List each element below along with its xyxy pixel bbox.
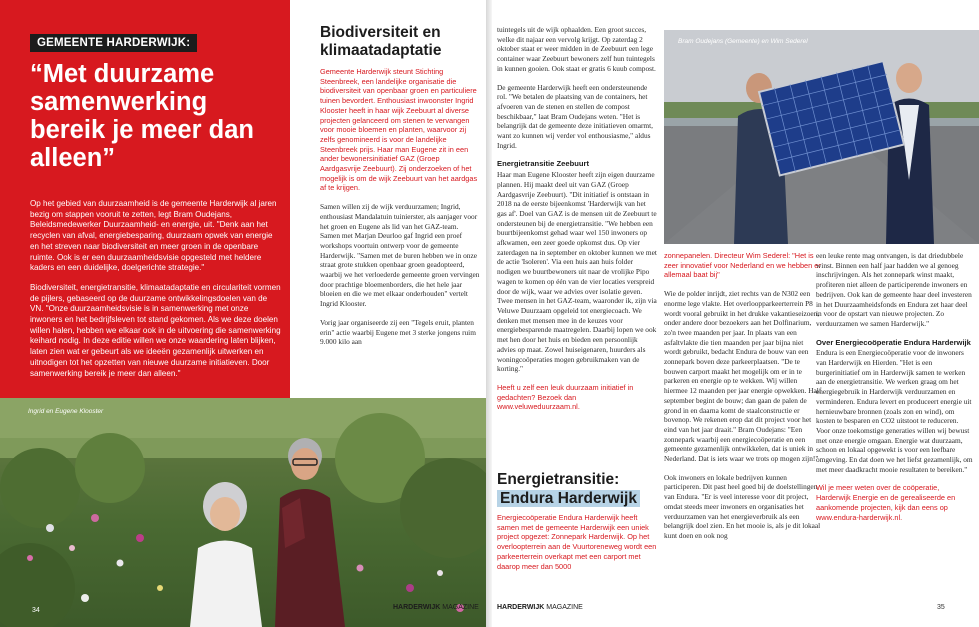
section-title-line: Energietransitie:	[497, 471, 620, 488]
lead-continuation: zonnepanelen. Directeur Wim Sederel: "Het is zeer innovatief voor Nederland en we hebben er allemaal baat bij"	[664, 251, 821, 280]
photo-caption: Ingrid en Eugene Klooster	[28, 408, 104, 415]
section-title-highlight: Endura Harderwijk	[497, 490, 640, 507]
intro-paragraph: Biodiversiteit, energietransitie, klimaatadaptatie en circulariteit vormen de pijlers, gebaseerd op de duurzame ontwikkelingsdoelen van de VN. "Onze duurzaamheidsvisie is in samenwerking met onze inwoners en het bedrijfsleven tot stand gekomen. Als we deze doelen willen halen, hebben we elkaar ook in de uitvoering die samenwerking keihard nodig. In deze editie willen we onze waardering laten blijken, laten zien wat er gebeurt als we ideeën gezamenlijk uitwerken en uitnodigen tot het opzetten van nieuwe duurzame initiatieven. Door samenwerking bereik je meer dan alleen."	[30, 282, 281, 378]
body-paragraph: een leuke rente mag ontvangen, is dat driedubbele winst. Binnen een half jaar hadden we al genoeg inschrijvingen. Als het zonnepark winst maakt, profiteren niet alleen de participerende inwoners en bedrijven. Ook kan de gemeente haar deel investeren in het Duurzaamheidsfonds en Endura zet haar deel in voor de opstart van nieuwe projecten. Zo verduurzamen we samen Harderwijk."	[816, 251, 972, 328]
photo-caption: Bram Oudejans (Gemeente) en Wim Sederel	[678, 38, 808, 45]
page-number: 34	[32, 607, 40, 614]
body-paragraph: tuintegels uit de wijk ophaalden. Een groot succes, welke dit najaar een vervolg krijgt. Op zaterdag 2 oktober staat er weer midden in de Zeebuurt een lege container waar Zeebuurt bewoners zelf hun tuintegels in kunnen gooien. Ook staat er gratis 6 kuub compost.	[497, 25, 656, 73]
lead-paragraph: Gemeente Harderwijk steunt Stichting Steenbreek, een landelijke organisatie die biodiversiteit van openbaar groen en particuliere tuinen bevordert. Enthousiast inwoonster Ingrid Klooster heeft in haar wijk Zeebuurt al diverse projecten gelanceerd om stenen te vervangen voor mooie bloemen en planten, waarvoor zij zelfs genomineerd is voor de landelijke Steenbreek prijs. Haar man Eugene zit in een ander bewonersinitiatief GAZ (Groep Aardgasvrije Zeebuurt). Zij onderzoeken of het mogelijk is om de wijk Zeebuurt van het aardgas af te krijgen.	[320, 67, 478, 193]
body-paragraph: Ook inwoners en lokale bedrijven kunnen participeren. Dit past heel goed bij de doelstellingen van Endura. "Er is veel interesse voor dit project, omdat steeds meer inwoners en organisaties het verduurzamen van het energieverbruik als een belangrijk doel zien. En het mooie is, als je dit lokaal kunt doen en ook nog	[664, 472, 821, 540]
garden-photo	[0, 398, 486, 627]
footer-brand-light: MAGAZINE	[442, 604, 479, 611]
body-paragraph: De gemeente Harderwijk heeft een ondersteunende rol. "We betalen de plaatsing van de containers, het afvoeren van de stenen en stellen de compost beschikbaar," laat Bram Oudejans weten. "Het is belangrijk dat de gemeente deze initiatieven omarmt, want zo kunnen wij verder vol enthousiasme," aldus Ingrid.	[497, 82, 653, 150]
footer-magazine-logo	[393, 604, 479, 611]
section-tag: GEMEENTE HARDERWIJK:	[30, 34, 197, 52]
subheading-zeebuurt: Energietransitie Zeebuurt	[497, 159, 589, 169]
section-title-biodiversiteit: Biodiversiteit en klimaatadaptatie	[320, 24, 442, 59]
intro-paragraph: Op het gebied van duurzaamheid is de gemeente Harderwijk al jaren bezig om stappen vooruit te zetten, legt Bram Oudejans, Beleidsmedewerker Duurzaamheid- en energie, uit. "Denk aan het recyclen van afval, energiebesparing, duurzaam opwek van energie en het streven naar biodiversiteit en meer groen in de openbare ruimte. Ook is er een duurzaamheidsvisie opgesteld met heldere kaders en een duidelijke, doelgerichte strategie."	[30, 199, 277, 273]
subheading-endura: Over Energiecoöperatie Endura Harderwijk	[816, 337, 971, 347]
garden-photo-illustration	[0, 398, 486, 627]
body-paragraph: Vorig jaar organiseerde zij een "Tegels eruit, planten erin" actie waarbij Eugene met 3 sterke jongens ruim 9.000 kilo aan	[320, 317, 476, 347]
solar-photo-illustration	[664, 30, 979, 244]
column-2-lead	[497, 513, 657, 580]
intro-text	[30, 199, 282, 388]
section-title-energietransitie	[497, 470, 667, 508]
body-paragraph: Wie de polder inrijdt, ziet rechts van de N302 een enorme lege vlakte. Het overloopparkeerterrein P8 wordt vooral gebruikt in het drukke vakantieseizoen, onder andere door bezoekers aan het Dolfinarium, zo'n twee maanden per jaar. In plaats van een asfaltvlakte die tien maanden per jaar bijna niet wordt gebruikt, bedacht Endura de bouw van een zonnepark boven deze parkeerplaatsen. "De te bouwen carport maakt het mogelijk om er in te parkeren en energie op te wekken. Wij willen hiermee 12 maanden per jaar energie opwekken. Half september begint de bouw; dan gaan de palen de grond in en daarna komt de staalconstructie er bovenop. We rekenen erop dat dit project voor het eind van het jaar draait." Bram Oudejans: "Een zonnepark waarbij een energiecoöperatie en een gemeente gezamenlijk ontwikkelen, dat is uniek in Nederland. Dat is iets waar we trots op mogen zijn!"	[664, 289, 822, 464]
column-1	[320, 67, 480, 356]
column-4	[816, 251, 974, 531]
footer-brand-bold: HARDERWIJK	[393, 604, 441, 611]
footer-brand-light: MAGAZINE	[546, 604, 583, 611]
body-paragraph: Haar man Eugene Klooster heeft zijn eigen duurzame plannen. Hij maakt deel uit van GAZ (Groep Aardgasvrije Zeebuurt). "Dit initiatief is ontstaan in 2018 na de eerste bijeenkomst 'Harderwijk van het gas af'. Doel van GAZ is de mensen uit de Zeebuurt te ondersteunen bij de energietransitie. "We hebben een buurtbijeenkomst gehad waar wel 150 inwoners op afkwamen, een zeer goede opkomst dus. Op vier zaterdagen na in september en oktober kunnen we met de actie 'Isoleren'. Via een huis aan huis folder nodigen we buurtbewoners uit naar de vrolijke Pipo wagen te komen op één van de vier locaties verspreid door de wijk, waar we advies over isolatie geven. Twee mensen in het GAZ-team, waaronder ik, zijn via Veluwe Duurzaam opgeleid tot energiecoach. We denken met mensen mee in de keuzes voor energiebesparende maatregelen. Daarbij lopen we ook met hen door het huis en bieden een persoonlijk advies op maat. Zowel huiseigenaren, huurders als woningcoöperaties mogen gebruikmaken van de korting."	[497, 170, 657, 374]
footer-magazine-logo	[497, 604, 583, 611]
lead-paragraph: Energiecoöperatie Endura Harderwijk heeft samen met de gemeente Harderwijk een uniek project opgezet: Zonnepark Harderwijk. Op het overloopterrein aan de Vuurtoreneweg wordt een parkeerterrein overkapt met een carport met daarop meer dan 5000	[497, 513, 657, 571]
body-paragraph: Samen willen zij de wijk verduurzamen; Ingrid, enthousiast Mandalatuin tuinierster, als aanjager voor het groen en Eugene als lid van het GAZ-team. Samen met Marjan Deurloo gaf Ingrid een proef workshops voortuin ontwerp voor de gemeente Harderwijk. "Samen met de buren hebben we in onze straat grote stukken openbaar groen geadopteerd, waarbij we het verloederde gemeente groen vervingen door prachtige bloemenborders, die het hele jaar bloeien en die we met elkaar onderhouden" vertelt Ingrid Klooster.	[320, 202, 480, 309]
intro-panel	[0, 0, 290, 398]
page-number: 35	[937, 604, 945, 611]
body-paragraph: Endura is een Energiecoöperatie voor de inwoners van Harderwijk en Hierden. "Het is een burgerinitiatief om in Harderwijk samen te werken aan de energietransitie. We werken graag om het energiegebruik in Harderwijk verduurzamen en verminderen. Endura levert en produceert energie uit hernieuwbare bronnen (zoals zon en wind), om kosten te besparen en CO2 uitstoot te reduceren. Voor onze toekomstige generaties willen wij bewust met onze energie omgaan. Energie wat duurzaam, schoon en lokaal opgewekt is voor een leefbare omgeving. En dat doen we het liefst gezamenlijk, om met meer daadkracht mooie resultaten te bereiken."	[816, 348, 973, 474]
footer-brand-bold: HARDERWIJK	[497, 604, 545, 611]
solar-panel-photo	[664, 30, 979, 244]
article-headline: “Met duurzame samenwerking bereik je meer dan alleen”	[30, 60, 254, 172]
cta-endura: Wil je meer weten over de coöperatie, Harderwijk Energie en de gerealiseerde en aankomende projecten, kijk dan eens op www.endura-harderwijk.nl.	[816, 483, 956, 522]
cta-veluweduurzaam: Heeft u zelf een leuk duurzaam initiatief in gedachten? Bezoek dan www.veluweduurzaam.nl.	[497, 382, 634, 412]
column-3	[664, 251, 822, 550]
column-2	[497, 25, 657, 421]
